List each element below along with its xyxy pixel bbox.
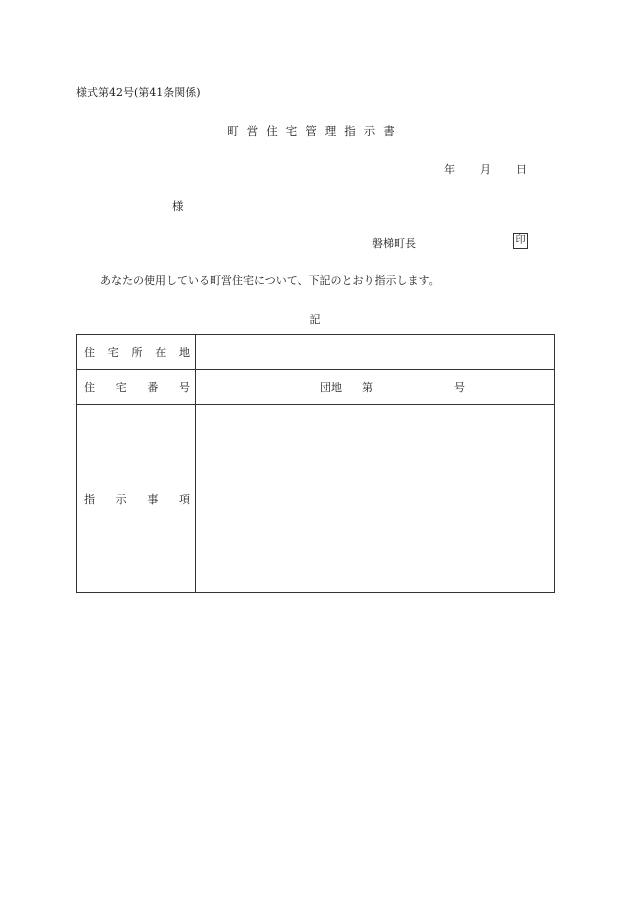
document-title: 町営住宅管理指示書 xyxy=(227,124,403,138)
body-text: あなたの使用している町営住宅について、下記のとおり指示します。 xyxy=(100,274,440,287)
number-value-cell[interactable] xyxy=(196,370,555,405)
seal-mark: 印 xyxy=(513,233,528,249)
table-row-address xyxy=(77,335,555,370)
dai-label: 第 xyxy=(362,381,373,394)
issuer-name: 磐梯町長 xyxy=(372,237,416,250)
date-row xyxy=(444,161,527,177)
housing-info-table xyxy=(76,334,555,593)
instruction-label-cell xyxy=(77,405,196,593)
go-label: 号 xyxy=(454,381,465,394)
instruction-label: 指 示 事 項 xyxy=(84,492,190,506)
ki-heading: 記 xyxy=(309,313,321,326)
table-row-number xyxy=(77,370,555,405)
date-year-label: 年 xyxy=(444,163,455,176)
instruction-value-cell[interactable] xyxy=(196,405,555,593)
number-label-cell xyxy=(77,370,196,405)
addressee-suffix: 様 xyxy=(172,199,184,213)
date-month-label: 月 xyxy=(480,163,491,176)
table-row-instruction xyxy=(77,405,555,593)
number-label: 住 宅 番 号 xyxy=(84,381,190,394)
date-day-label: 日 xyxy=(516,163,527,176)
danchi-label: 団地 xyxy=(320,381,342,394)
form-number: 様式第42号(第41条関係) xyxy=(76,86,201,99)
address-value-cell[interactable] xyxy=(196,335,555,370)
address-label-cell xyxy=(77,335,196,370)
address-label: 住 宅 所 在 地 xyxy=(84,346,190,359)
